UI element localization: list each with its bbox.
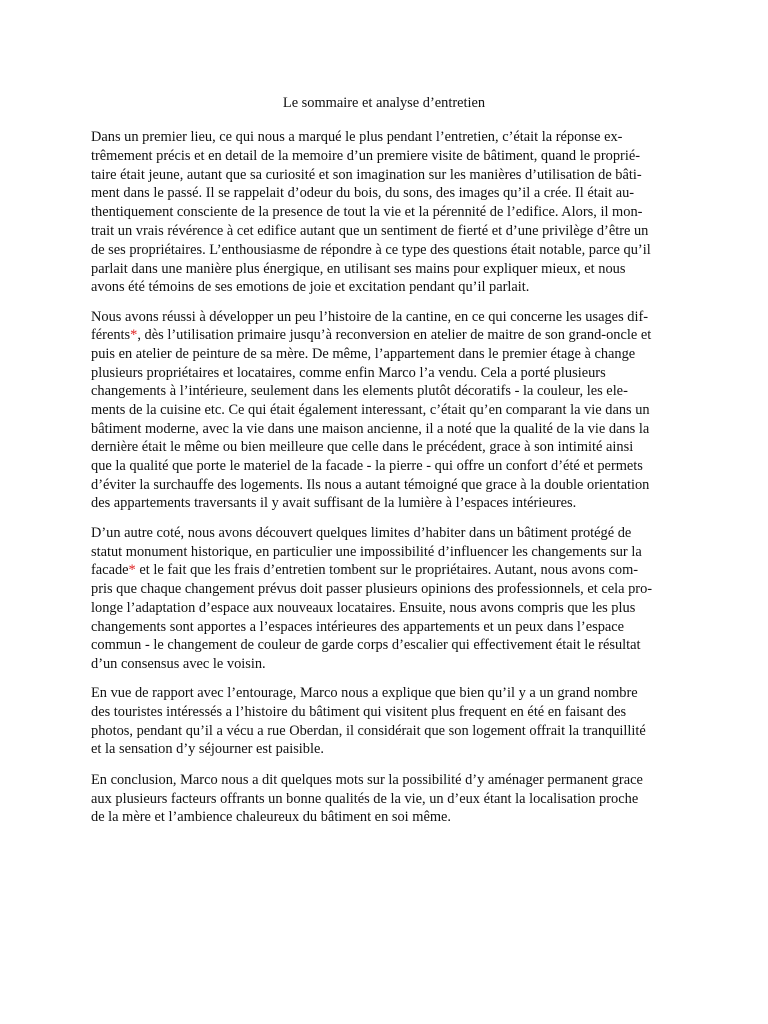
paragraph-line: ment dans le passé. Il se rappelait d’odeur du bois, du sons, des images qu’il a crée. Il était au-: [91, 185, 635, 201]
paragraph-line: puis en atelier de peinture de sa mère. De même, l’appartement dans le premier étage à change: [91, 346, 636, 362]
paragraph-line: parlait dans une manière plus énergique, en utilisant ses mains pour expliquer mieux, et nous: [91, 261, 626, 277]
paragraph-line: d’un consensus avec le voisin.: [91, 656, 266, 672]
paragraph-line: [91, 561, 638, 580]
paragraph-line: ments de la cuisine etc. Ce qui était également interessant, c’était qu’en comparant la vie dans un: [91, 402, 650, 418]
line-text: férents: [91, 327, 131, 343]
paragraph-line: photos, pendant qu’il a vécu a rue Oberdan, il considérait que son logement offrait la tranquillité: [91, 723, 646, 739]
paragraph-line: commun - le changement de couleur de garde corps d’escalier qui effectivement était le résultat: [91, 637, 641, 653]
paragraph-line: des appartements traversants il y avait suffisant de la lumière à l’espaces intérieures.: [91, 495, 577, 511]
paragraph-line: trêmement précis et en detail de la memoire d’un premiere visite de bâtiment, quand le proprié-: [91, 148, 641, 164]
line-text: , dès l’utilisation primaire jusqu’à reconversion en atelier de maitre de son grand-oncle et: [137, 327, 652, 343]
paragraph-line: Dans un premier lieu, ce qui nous a marqué le plus pendant l’entretien, c’était la réponse ex-: [91, 129, 623, 145]
paragraph-line: En conclusion, Marco nous a dit quelques mots sur la possibilité d’y aménager permanent grace: [91, 772, 643, 788]
paragraph-line: avons été témoins de ses emotions de joie et excitation pendant qu’il parlait.: [91, 279, 530, 295]
paragraph-line: [91, 326, 651, 345]
paragraph-line: changements sont apportes a l’espaces intérieures des appartements et un peux dans l’espace: [91, 619, 625, 635]
document-title: Le sommaire et analyse d’entretien: [282, 95, 486, 111]
paragraph-line: aux plusieurs facteurs offrants un bonne qualités de la vie, un d’eux étant la localisation proche: [91, 791, 639, 807]
paragraph-line: longe l’adaptation d’espace aux nouveaux locataires. Ensuite, nous avons compris que les plus: [91, 600, 636, 616]
paragraph-line: changements à l’intérieure, seulement dans les elements plutôt décoratifs - la couleur, les ele-: [91, 383, 628, 399]
line-text: facade: [91, 562, 129, 578]
asterisk-mark: *: [130, 327, 138, 343]
paragraph-line: Nous avons réussi à développer un peu l’histoire de la cantine, en ce qui concerne les usages dif-: [91, 309, 649, 325]
paragraph-line: pris que chaque changement prévus doit passer plusieurs opinions des professionnels, et cela pro-: [91, 581, 653, 597]
paragraph-line: d’éviter la surchauffe des logements. Ils nous a autant témoigné que grace à la double orientation: [91, 477, 650, 493]
paragraph-line: thentiquement consciente de la presence de tout la vie et la pérennité de l’edifice. Alors, il mon-: [91, 204, 643, 220]
paragraph-line: En vue de rapport avec l’entourage, Marco nous a explique que bien qu’il y a un grand nombre: [91, 685, 638, 701]
paragraph-line: trait un vrais révérence à cet edifice autant que un sentiment de fierté et d’une privilège d’être un: [91, 223, 649, 239]
paragraph-line: bâtiment moderne, avec la vie dans une maison ancienne, il a noté que la qualité de la vie dans la: [91, 421, 650, 437]
paragraph-line: D’un autre coté, nous avons découvert quelques limites d’habiter dans un bâtiment protégé de: [91, 525, 632, 541]
paragraph-line: de la mère et l’ambience chaleureux du bâtiment en soi même.: [91, 809, 452, 825]
paragraph-line: de ses propriétaires. L’enthousiasme de répondre à ce type des questions était notable, parce qu’il: [91, 242, 651, 258]
paragraph-line: statut monument historique, en particulier une impossibilité d’influencer les changements sur la: [91, 544, 642, 560]
paragraph-line: plusieurs propriétaires et locataires, comme enfin Marco l’a vendu. Cela a porté plusieurs: [91, 365, 606, 381]
line-text: et le fait que les frais d’entretien tombent sur le propriétaires. Autant, nous avons com-: [135, 562, 639, 578]
asterisk-mark: *: [128, 562, 136, 578]
paragraph-line: taire était jeune, autant que sa curiosité et son imagination sur les manières d’utilisation de bâti-: [91, 167, 642, 183]
paragraph-line: que la qualité que porte le materiel de la facade - la pierre - qui offre un confort d’été et permets: [91, 458, 643, 474]
paragraph-line: des touristes intéressés a l’histoire du bâtiment qui visitent plus frequent en été en faisant des: [91, 704, 627, 720]
paragraph-line: et la sensation d’y séjourner est paisible.: [91, 741, 324, 757]
paragraph-line: dernière était le même ou bien meilleure que celle dans le précédent, grace à son intimité ainsi: [91, 439, 634, 455]
